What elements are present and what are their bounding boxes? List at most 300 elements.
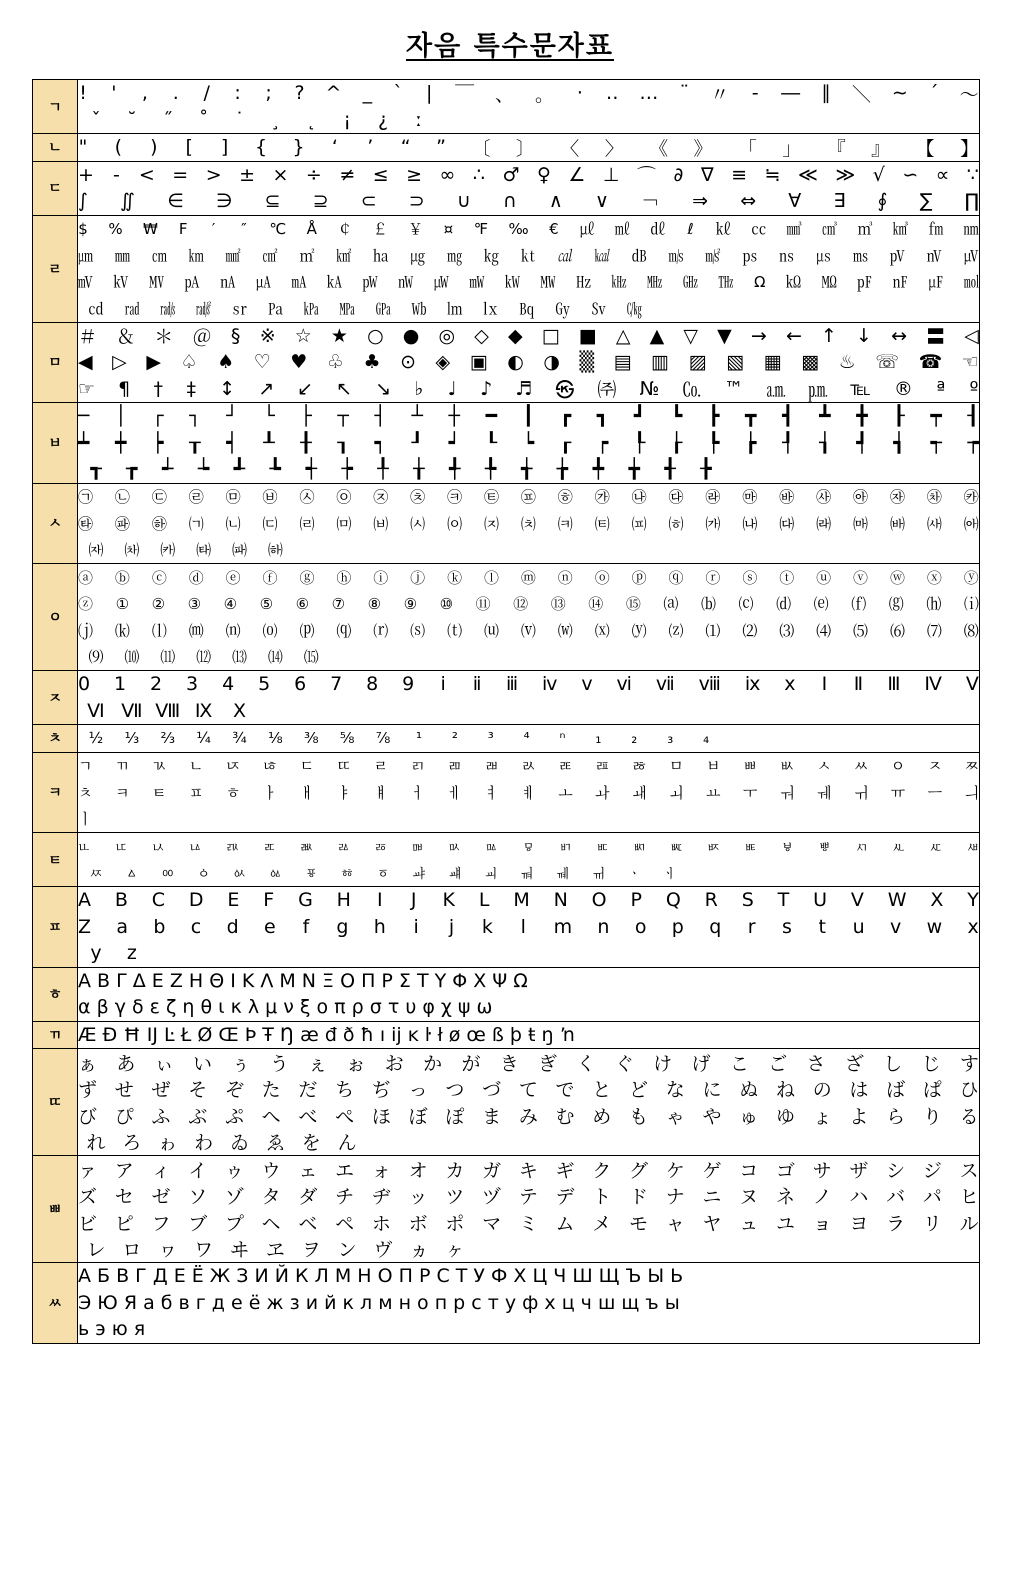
symbol-glyph[interactable]: ㎄ [327,273,343,292]
symbol-glyph[interactable]: ㅏ [262,783,278,802]
symbol-glyph[interactable]: ⅔ [160,729,175,748]
symbol-glyph[interactable]: ボ [408,1212,428,1235]
symbol-glyph[interactable]: ヨ [849,1212,869,1235]
symbol-glyph[interactable]: ㉣ [188,488,204,507]
symbol-glyph[interactable]: ど [629,1079,649,1102]
symbol-glyph[interactable]: ㅬ [337,840,350,856]
symbol-glyph[interactable]: ⒢ [888,595,904,614]
symbol-glyph[interactable]: ⒝ [700,595,716,614]
symbol-glyph[interactable]: ㉧ [336,488,352,507]
symbol-glyph[interactable]: ┲ [126,458,138,481]
symbol-glyph[interactable]: ぉ [346,1052,366,1075]
symbol-glyph[interactable]: ♧ [326,351,344,374]
symbol-glyph[interactable]: ∝ [935,163,950,186]
symbol-glyph[interactable]: ⒩ [225,621,241,640]
symbol-glyph[interactable]: ㅀ [632,757,647,776]
symbol-glyph[interactable]: ‥ [605,82,619,105]
symbol-glyph[interactable]: ￢ [641,191,661,214]
symbol-glyph[interactable]: ㏐ [447,299,463,318]
symbol-glyph[interactable]: ㎢ [336,246,352,265]
symbol-glyph[interactable]: / [203,82,210,105]
symbol-glyph[interactable]: Ⅶ [121,699,143,722]
symbol-glyph[interactable]: ㆈ [448,867,462,883]
symbol-glyph[interactable]: 〓 [926,326,946,349]
symbol-glyph[interactable]: ◐ [507,351,524,374]
symbol-glyph[interactable]: ▤ [613,351,632,374]
symbol-glyph[interactable]: ⑿ [196,648,212,667]
symbol-glyph[interactable]: ┿ [115,431,127,454]
symbol-glyph[interactable]: お [384,1052,404,1075]
symbol-glyph[interactable]: ⒧ [151,621,167,640]
symbol-glyph[interactable]: ㎑ [611,273,627,292]
symbol-glyph[interactable]: k [481,915,493,938]
symbol-glyph[interactable]: ㅂ [705,757,721,776]
symbol-glyph[interactable]: ♠ [217,351,235,374]
symbol-glyph[interactable]: 3 [186,673,199,696]
symbol-glyph[interactable]: ↔ [891,324,907,347]
symbol-glyph[interactable]: Ⅴ [965,673,979,696]
symbol-glyph[interactable]: 【 [915,137,935,160]
symbol-glyph[interactable]: ㅣ [78,810,93,829]
symbol-glyph[interactable]: ぞ [224,1079,244,1102]
symbol-glyph[interactable]: た [261,1079,281,1102]
symbol-glyph[interactable]: ⓙ [410,568,426,587]
symbol-glyph[interactable]: メ [592,1212,612,1235]
symbol-glyph[interactable]: ☜ [961,351,979,374]
symbol-glyph[interactable]: タ [261,1186,281,1209]
symbol-glyph[interactable]: ㏁ [821,273,837,292]
symbol-glyph[interactable]: ネ [775,1186,795,1209]
symbol-glyph[interactable]: ㅑ [336,783,352,802]
symbol-glyph[interactable]: 』 [871,137,891,160]
symbol-glyph[interactable]: ( [114,136,123,159]
symbol-glyph[interactable]: ㅇ [890,757,906,776]
symbol-glyph[interactable]: ⒬ [336,621,352,640]
symbol-glyph[interactable]: ▷ [112,351,127,374]
symbol-glyph[interactable]: う [269,1052,289,1075]
symbol-glyph[interactable]: ㎫ [339,299,355,318]
symbol-glyph[interactable]: ⒱ [520,621,536,640]
symbol-glyph[interactable]: ▽ [683,324,699,347]
symbol-glyph[interactable]: ⓩ [78,595,94,614]
symbol-glyph[interactable]: ⑽ [124,648,140,667]
symbol-glyph[interactable]: ▶ [146,351,161,374]
symbol-glyph[interactable]: p [671,915,684,938]
symbol-glyph[interactable]: ち [335,1079,355,1102]
symbol-glyph[interactable]: 8 [366,673,379,696]
symbol-glyph[interactable]: ダ [298,1186,318,1209]
symbol-glyph[interactable]: ㎯ [196,299,212,318]
symbol-glyph[interactable]: ⒟ [776,595,792,614]
symbol-glyph[interactable]: ㎃ [291,273,307,292]
symbol-glyph[interactable]: ㅘ [595,783,610,802]
symbol-glyph[interactable]: ⑹ [889,621,905,640]
symbol-glyph[interactable]: ㈇ [447,514,463,533]
symbol-glyph[interactable]: ㎀ [184,273,200,292]
symbol-glyph[interactable]: ♭ [414,377,424,400]
symbol-glyph[interactable]: ¼ [196,729,211,748]
symbol-glyph[interactable]: ⑪ [475,595,491,614]
symbol-glyph[interactable]: Q [665,889,681,912]
symbol-glyph[interactable]: ┘ [226,405,238,428]
symbol-glyph[interactable]: ㈛ [267,541,283,560]
symbol-glyph[interactable]: ⑾ [160,648,176,667]
symbol-glyph[interactable]: ♤ [180,351,198,374]
symbol-glyph[interactable]: ¹ [415,729,422,748]
symbol-glyph[interactable]: X [930,889,944,912]
symbol-glyph[interactable]: 7 [330,673,343,696]
symbol-glyph[interactable]: ₩ [143,219,158,238]
symbol-glyph[interactable]: 9 [402,673,415,696]
symbol-glyph[interactable]: ː [415,108,423,131]
symbol-glyph[interactable]: ワ [194,1239,214,1262]
symbol-glyph[interactable]: い [193,1052,213,1075]
symbol-glyph[interactable]: ⒪ [262,621,278,640]
symbol-glyph[interactable]: に [702,1079,722,1102]
symbol-glyph[interactable]: ┗ [671,405,683,428]
symbol-glyph[interactable]: ム [555,1212,575,1235]
symbol-glyph[interactable]: ら [886,1105,906,1128]
symbol-glyph[interactable]: ⓖ [299,568,315,587]
symbol-glyph[interactable]: ㆋ [556,867,569,883]
symbol-glyph[interactable]: ュ [739,1212,759,1235]
symbol-glyph[interactable]: r [747,915,756,938]
symbol-glyph[interactable]: ㎠ [262,246,278,265]
symbol-glyph[interactable]: ㈜ [597,379,617,402]
symbol-glyph[interactable]: プ [224,1212,244,1235]
symbol-glyph[interactable]: ㈈ [483,514,499,533]
symbol-glyph[interactable]: ◑ [543,351,560,374]
symbol-glyph[interactable]: ┏ [559,405,572,428]
symbol-glyph[interactable]: ┽ [305,458,318,481]
symbol-glyph[interactable]: ⑮ [625,595,641,614]
symbol-glyph[interactable]: ⓕ [262,568,278,587]
symbol-glyph[interactable]: モ [629,1212,649,1235]
symbol-glyph[interactable]: マ [482,1212,502,1235]
symbol-glyph[interactable]: ㅼ [929,840,942,856]
symbol-glyph[interactable]: ▧ [726,351,745,374]
symbol-glyph[interactable]: ね [775,1079,795,1102]
symbol-glyph[interactable]: ㅞ [816,783,832,802]
symbol-glyph[interactable]: 「 [737,137,757,160]
symbol-glyph[interactable]: ㆁ [197,867,210,883]
symbol-glyph[interactable]: ↙ [297,377,314,400]
symbol-glyph[interactable]: ³ [487,729,494,748]
symbol-glyph[interactable]: = [172,163,189,186]
symbol-glyph[interactable]: ㅷ [744,840,757,856]
symbol-glyph[interactable]: ⑼ [88,648,104,667]
symbol-glyph[interactable]: ⒰ [483,621,499,640]
symbol-glyph[interactable]: ㉩ [410,488,426,507]
symbol-glyph[interactable]: O [591,889,607,912]
symbol-glyph[interactable]: ふ [151,1105,171,1128]
symbol-glyph[interactable]: H [336,889,351,912]
symbol-glyph[interactable]: ㆎ [663,867,677,883]
symbol-glyph[interactable]: ” [436,136,447,159]
symbol-glyph[interactable]: ● [402,324,420,347]
symbol-glyph[interactable]: ぽ [445,1105,465,1128]
symbol-glyph[interactable]: ∫ [78,190,88,213]
symbol-glyph[interactable]: ジ [922,1159,942,1182]
symbol-glyph[interactable]: ㅢ [964,783,979,802]
symbol-glyph[interactable]: ㅜ [742,783,758,802]
symbol-glyph[interactable]: ┹ [233,458,246,481]
symbol-glyph[interactable]: ㎻ [398,273,414,292]
symbol-glyph[interactable]: ℓ [687,219,694,238]
symbol-glyph[interactable]: ¾ [232,729,247,748]
symbol-glyph[interactable]: ⑭ [588,595,604,614]
symbol-glyph[interactable]: ⓣ [779,568,795,587]
symbol-glyph[interactable]: ㎩ [267,299,283,318]
symbol-glyph[interactable]: ¶ [118,377,131,400]
symbol-glyph[interactable]: ㏏ [520,246,536,265]
symbol-glyph[interactable]: キ [518,1159,538,1182]
symbol-glyph[interactable]: ↖ [336,377,353,400]
symbol-glyph[interactable]: ㈎ [705,514,721,533]
symbol-glyph[interactable]: ⒀ [232,648,248,667]
symbol-glyph[interactable]: ㅅ [816,757,832,776]
symbol-glyph[interactable]: だ [298,1079,318,1102]
symbol-glyph[interactable]: ゐ [230,1132,250,1155]
symbol-glyph[interactable]: ㎞ [188,246,204,265]
symbol-glyph[interactable]: ③ [187,594,202,613]
symbol-glyph[interactable]: ぜ [151,1079,171,1102]
symbol-glyph[interactable]: “ [400,136,411,159]
symbol-glyph[interactable]: ˝ [162,108,173,131]
symbol-glyph[interactable]: D [188,889,204,912]
symbol-glyph[interactable]: α β γ δ ε ζ η θ ι κ λ μ ν ξ ο π ρ σ τ υ φ χ ψ ω [78,996,493,1019]
symbol-glyph[interactable]: ㏘ [808,379,828,402]
symbol-glyph[interactable]: ┰ [189,431,201,454]
symbol-glyph[interactable]: ス [959,1159,979,1182]
symbol-glyph[interactable]: Ⅰ [821,673,828,696]
symbol-glyph[interactable]: ㉵ [853,488,869,507]
symbol-glyph[interactable]: ∠ [568,163,586,186]
symbol-glyph[interactable]: $ [78,219,88,238]
symbol-glyph[interactable]: ∋ [215,190,233,213]
symbol-glyph[interactable]: ヴ [373,1239,393,1262]
symbol-glyph[interactable]: ㈖ [88,541,104,560]
symbol-glyph[interactable]: し [883,1052,903,1075]
symbol-glyph[interactable]: ⒤ [963,595,979,614]
symbol-glyph[interactable]: № [639,377,660,400]
symbol-glyph[interactable]: ㅸ [781,840,794,856]
symbol-glyph[interactable]: ㆀ [161,867,174,883]
symbol-glyph[interactable]: ♣ [363,351,381,374]
symbol-glyph[interactable]: ⓜ [520,568,536,587]
symbol-glyph[interactable]: ┯ [930,405,942,428]
symbol-glyph[interactable]: ㆌ [592,867,605,883]
symbol-glyph[interactable]: ㅹ [818,840,831,856]
symbol-glyph[interactable]: ² [451,729,458,748]
symbol-glyph[interactable]: で [555,1079,575,1102]
symbol-glyph[interactable]: 、 [495,83,515,106]
symbol-glyph[interactable]: ∽ [902,163,919,186]
symbol-glyph[interactable]: ェ [298,1159,318,1182]
symbol-glyph[interactable]: ⓔ [225,568,241,587]
symbol-glyph[interactable]: - [751,82,759,105]
symbol-glyph[interactable]: ∮ [877,190,888,213]
symbol-glyph[interactable]: i [413,915,419,938]
symbol-glyph[interactable]: ㈌ [631,514,647,533]
symbol-glyph[interactable]: ㅐ [299,783,315,802]
symbol-glyph[interactable]: ┞ [633,431,646,454]
symbol-glyph[interactable]: ㉹ [78,514,94,533]
symbol-glyph[interactable]: ヰ [230,1239,250,1262]
symbol-glyph[interactable]: ⒜ [663,595,679,614]
symbol-glyph[interactable]: | [425,82,433,105]
symbol-glyph[interactable]: ォ [371,1159,391,1182]
symbol-glyph[interactable]: ＃ [78,326,98,349]
symbol-glyph[interactable]: ㅱ [522,840,535,856]
symbol-glyph[interactable]: ㅔ [447,783,462,802]
symbol-glyph[interactable]: ㅙ [632,783,647,802]
symbol-glyph[interactable]: ヮ [158,1239,178,1262]
symbol-glyph[interactable]: ♬ [515,377,533,400]
symbol-glyph[interactable]: ⅵ [616,673,632,696]
symbol-glyph[interactable]: ㅥ [78,840,91,856]
symbol-glyph[interactable]: ‡ [186,377,196,400]
symbol-glyph[interactable]: ⇔ [740,190,757,213]
symbol-glyph[interactable]: ˙ [234,108,245,131]
symbol-glyph[interactable]: □ [541,324,560,347]
symbol-glyph[interactable]: ┌ [152,405,164,428]
symbol-glyph[interactable]: わ [194,1132,214,1155]
symbol-glyph[interactable]: ☆ [294,324,312,347]
symbol-glyph[interactable]: セ [114,1186,134,1209]
symbol-glyph[interactable]: ∴ [472,163,485,186]
symbol-glyph[interactable]: イ [188,1159,208,1182]
symbol-glyph[interactable]: ㎸ [113,273,129,292]
symbol-glyph[interactable]: を [301,1132,321,1155]
symbol-glyph[interactable]: ㏉ [555,299,571,318]
symbol-glyph[interactable]: ㎥ [857,220,873,239]
symbol-glyph[interactable]: ろ [122,1132,142,1155]
symbol-glyph[interactable]: ん [337,1132,357,1155]
symbol-glyph[interactable]: B [114,889,128,912]
symbol-glyph[interactable]: ) [150,136,158,159]
symbol-glyph[interactable]: 」 [782,137,802,160]
symbol-glyph[interactable]: ━ [485,405,498,428]
symbol-glyph[interactable]: ∀ [788,190,802,213]
symbol-glyph[interactable]: ㅃ [742,757,758,776]
symbol-glyph[interactable]: ㄸ [336,757,352,776]
symbol-glyph[interactable]: ㈔ [926,514,942,533]
symbol-glyph[interactable]: l [520,915,526,938]
symbol-glyph[interactable]: ㎛ [78,246,94,265]
symbol-glyph[interactable]: ゆ [775,1105,795,1128]
symbol-glyph[interactable]: ⓟ [631,568,647,587]
symbol-glyph[interactable]: 4 [222,673,235,696]
symbol-glyph[interactable]: ¸ [270,108,281,131]
symbol-glyph[interactable]: ‰ [508,219,529,238]
symbol-glyph[interactable]: 》 [693,137,713,160]
symbol-glyph[interactable]: 〔 [471,137,491,160]
symbol-glyph[interactable]: パ [922,1186,942,1209]
symbol-glyph[interactable]: ⒴ [631,621,647,640]
symbol-glyph[interactable]: ╂ [300,431,312,454]
symbol-glyph[interactable]: ㆊ [520,867,533,883]
symbol-glyph[interactable]: ぇ [308,1052,328,1075]
symbol-glyph[interactable]: ㎦ [892,220,908,239]
symbol-glyph[interactable]: ⓡ [705,568,721,587]
symbol-glyph[interactable]: ぁ [78,1052,98,1075]
symbol-glyph[interactable]: ◁ [964,324,979,347]
symbol-glyph[interactable]: Ⅷ [155,699,181,722]
symbol-glyph[interactable]: ゎ [158,1132,178,1155]
symbol-glyph[interactable]: ㆆ [376,867,390,883]
symbol-glyph[interactable]: エ [335,1159,355,1182]
symbol-glyph[interactable]: ㅭ [374,840,387,856]
symbol-glyph[interactable]: ▲ [649,324,665,347]
symbol-glyph[interactable]: ◎ [438,324,456,347]
symbol-glyph[interactable]: も [629,1105,649,1128]
symbol-glyph[interactable]: ㉯ [631,488,647,507]
symbol-glyph[interactable]: ツ [445,1186,465,1209]
symbol-glyph[interactable]: u [852,915,865,938]
symbol-glyph[interactable]: ⊙ [400,351,416,374]
symbol-glyph[interactable]: ╆ [556,458,569,481]
symbol-glyph[interactable]: ㅁ [669,757,684,776]
symbol-glyph[interactable]: ㎍ [410,246,426,265]
symbol-glyph[interactable]: ズ [78,1186,98,1209]
symbol-glyph[interactable]: ⓑ [114,568,130,587]
symbol-glyph[interactable]: [ [185,136,193,159]
symbol-glyph[interactable]: ヲ [301,1239,321,1262]
symbol-glyph[interactable]: ▣ [469,351,488,374]
symbol-glyph[interactable]: ↘ [375,377,391,400]
symbol-glyph[interactable]: ˚ [198,108,209,131]
symbol-glyph[interactable]: Э Ю Я а б в г д е ё ж з и й к л м н о п р с т у ф х ц ч ш щ ъ ы [78,1291,680,1314]
symbol-glyph[interactable]: ┬ [337,405,349,428]
symbol-glyph[interactable]: ㎓ [682,273,698,292]
symbol-glyph[interactable]: ㅡ [927,783,943,802]
symbol-glyph[interactable]: リ [922,1212,942,1235]
symbol-glyph[interactable]: ⅓ [124,729,140,748]
symbol-glyph[interactable]: ± [239,163,256,186]
symbol-glyph[interactable]: か [423,1052,443,1075]
symbol-glyph[interactable]: ª [936,377,946,400]
symbol-glyph[interactable]: ゃ [665,1105,685,1128]
symbol-glyph[interactable]: ∃ [833,190,846,213]
symbol-glyph[interactable]: . [172,82,179,105]
symbol-glyph[interactable]: 0 [78,673,91,696]
symbol-glyph[interactable]: ガ [482,1159,502,1182]
symbol-glyph[interactable]: ⁴ [523,729,530,748]
symbol-glyph[interactable]: ⅜ [304,729,319,748]
symbol-glyph[interactable]: ⓓ [188,568,204,587]
symbol-glyph[interactable]: d [226,915,239,938]
symbol-glyph[interactable]: ョ [812,1212,832,1235]
symbol-glyph[interactable]: ㎒ [647,273,663,292]
symbol-glyph[interactable]: ⅝ [339,729,355,748]
symbol-glyph[interactable]: ㏖ [963,273,979,292]
symbol-glyph[interactable]: ь э ю я [78,1318,146,1341]
symbol-glyph[interactable]: ⑵ [742,621,758,640]
symbol-glyph[interactable]: ㎰ [742,246,758,265]
symbol-glyph[interactable]: , [141,82,148,105]
symbol-glyph[interactable]: ☏ [875,351,900,374]
symbol-glyph[interactable]: ⁿ [559,729,566,748]
symbol-glyph[interactable]: ┣ [708,405,720,428]
symbol-glyph[interactable]: ⑴ [705,621,721,640]
symbol-glyph[interactable]: V [850,889,864,912]
symbol-glyph[interactable]: コ [739,1159,759,1182]
symbol-glyph[interactable]: √ [872,163,885,186]
symbol-glyph[interactable]: ㎏ [483,246,499,265]
symbol-glyph[interactable]: ㅪ [263,840,276,856]
symbol-glyph[interactable]: × [272,163,289,186]
